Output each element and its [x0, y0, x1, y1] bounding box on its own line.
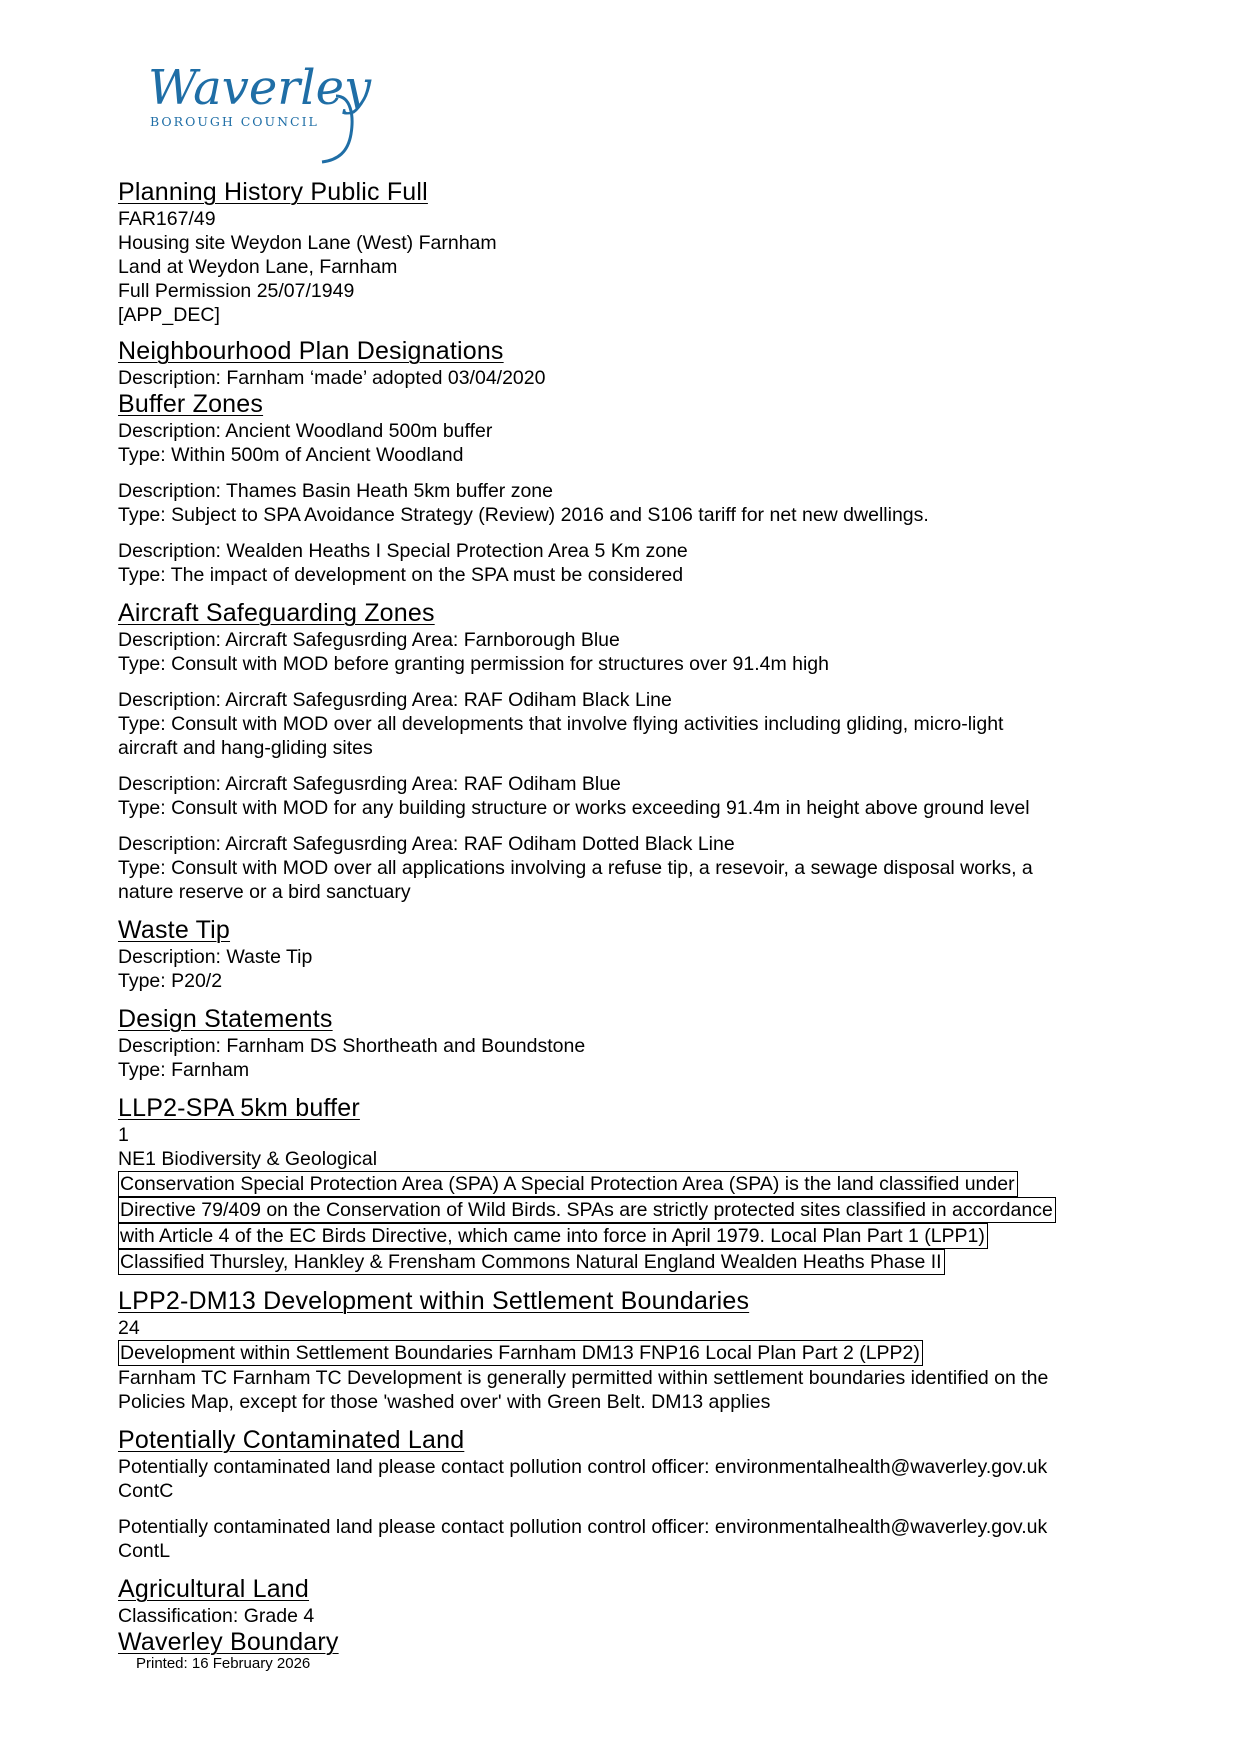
waverley-logo	[146, 56, 396, 178]
aircraft-desc-3: Description: Aircraft Safegusrding Area: RAF Odiham Blue	[118, 773, 621, 795]
buffer-type-3: Type: The impact of development on the SPA must be considered	[118, 564, 684, 586]
contaminated-line-2: Potentially contaminated land please contact pollution control officer: environmentalhealth@waverley.gov.uk	[118, 1516, 1048, 1538]
lpp2-line-3: Policies Map, except for those 'washed over' with Green Belt. DM13 applies	[118, 1391, 771, 1413]
llp2-boxed-line-3: with Article 4 of the EC Birds Directive, which came into force in April 1979. Local Plan Part 1 (LPP1)	[118, 1223, 988, 1249]
planning-land: Land at Weydon Lane, Farnham	[118, 256, 398, 278]
buffer-desc-3: Description: Wealden Heaths I Special Protection Area 5 Km zone	[118, 540, 688, 562]
buffer-type-2: Type: Subject to SPA Avoidance Strategy (Review) 2016 and S106 tariff for net new dwellings.	[118, 504, 929, 526]
contaminated-code-1: ContC	[118, 1480, 174, 1502]
aircraft-desc-4: Description: Aircraft Safegusrding Area: RAF Odiham Dotted Black Line	[118, 833, 735, 855]
design-type: Type: Farnham	[118, 1059, 250, 1081]
logo-wordmark: Waverley	[148, 60, 372, 116]
contaminated-title: Potentially Contaminated Land	[118, 1426, 465, 1454]
aircraft-desc-1: Description: Aircraft Safegusrding Area: Farnborough Blue	[118, 629, 620, 651]
lpp2-title: LPP2-DM13 Development within Settlement Boundaries	[118, 1287, 750, 1315]
lpp2-number: 24	[118, 1317, 140, 1339]
contaminated-line-1: Potentially contaminated land please contact pollution control officer: environmentalhealth@waverley.gov.uk	[118, 1456, 1048, 1478]
planning-site: Housing site Weydon Lane (West) Farnham	[118, 232, 497, 254]
llp2-boxed-line-2: Directive 79/409 on the Conservation of Wild Birds. SPAs are strictly protected sites classified in accordance	[118, 1197, 1056, 1223]
waste-desc: Description: Waste Tip	[118, 946, 313, 968]
waste-title: Waste Tip	[118, 916, 231, 944]
planning-title: Planning History Public Full	[118, 178, 428, 206]
aircraft-type-1: Type: Consult with MOD before granting permission for structures over 91.4m high	[118, 653, 829, 675]
llp2-boxed-text	[118, 1171, 1138, 1275]
waste-type: Type: P20/2	[118, 970, 223, 992]
buffer-type-1: Type: Within 500m of Ancient Woodland	[118, 444, 464, 466]
document-body	[118, 178, 1138, 1657]
buffer-desc-1: Description: Ancient Woodland 500m buffer	[118, 420, 493, 442]
llp2-title: LLP2-SPA 5km buffer	[118, 1094, 360, 1122]
llp2-boxed-line-1: Conservation Special Protection Area (SPA) A Special Protection Area (SPA) is the land classified under	[118, 1171, 1018, 1197]
buffer-desc-2: Description: Thames Basin Heath 5km buffer zone	[118, 480, 553, 502]
aircraft-type-2a: Type: Consult with MOD over all developments that involve flying activities including gliding, micro-light	[118, 713, 1004, 735]
design-title: Design Statements	[118, 1005, 333, 1033]
agricultural-title: Agricultural Land	[118, 1575, 310, 1603]
aircraft-type-2b: aircraft and hang-gliding sites	[118, 737, 373, 759]
planning-ref: FAR167/49	[118, 208, 216, 230]
lpp2-boxed-line: Development within Settlement Boundaries Farnham DM13 FNP16 Local Plan Part 2 (LPP2)	[118, 1340, 923, 1366]
printed-date: Printed: 16 February 2026	[136, 1655, 311, 1672]
llp2-policy: NE1 Biodiversity & Geological	[118, 1148, 378, 1170]
buffer-title: Buffer Zones	[118, 390, 264, 418]
aircraft-desc-2: Description: Aircraft Safegusrding Area: RAF Odiham Black Line	[118, 689, 672, 711]
aircraft-type-4a: Type: Consult with MOD over all applications involving a refuse tip, a resevoir, a sewage disposal works, a	[118, 857, 1033, 879]
logo-subline: BOROUGH COUNCIL	[150, 114, 319, 129]
neighbourhood-desc: Description: Farnham ‘made’ adopted 03/04/2020	[118, 367, 546, 389]
aircraft-type-3: Type: Consult with MOD for any building structure or works exceeding 91.4m in height above ground level	[118, 797, 1030, 819]
lpp2-line-2: Farnham TC Farnham TC Development is generally permitted within settlement boundaries identified on the	[118, 1367, 1049, 1389]
logo-graphic	[146, 56, 396, 178]
boundary-title: Waverley Boundary	[118, 1628, 339, 1656]
aircraft-type-4b: nature reserve or a bird sanctuary	[118, 881, 411, 903]
planning-status: [APP_DEC]	[118, 304, 220, 326]
contaminated-code-2: ContL	[118, 1540, 171, 1562]
llp2-boxed-line-4: Classified Thursley, Hankley & Frensham Commons Natural England Wealden Heaths Phase II	[118, 1249, 945, 1275]
neighbourhood-title: Neighbourhood Plan Designations	[118, 337, 504, 365]
agricultural-desc: Classification: Grade 4	[118, 1605, 315, 1627]
planning-decision: Full Permission 25/07/1949	[118, 280, 355, 302]
llp2-number: 1	[118, 1124, 129, 1146]
design-desc: Description: Farnham DS Shortheath and Boundstone	[118, 1035, 586, 1057]
aircraft-title: Aircraft Safeguarding Zones	[118, 599, 435, 627]
